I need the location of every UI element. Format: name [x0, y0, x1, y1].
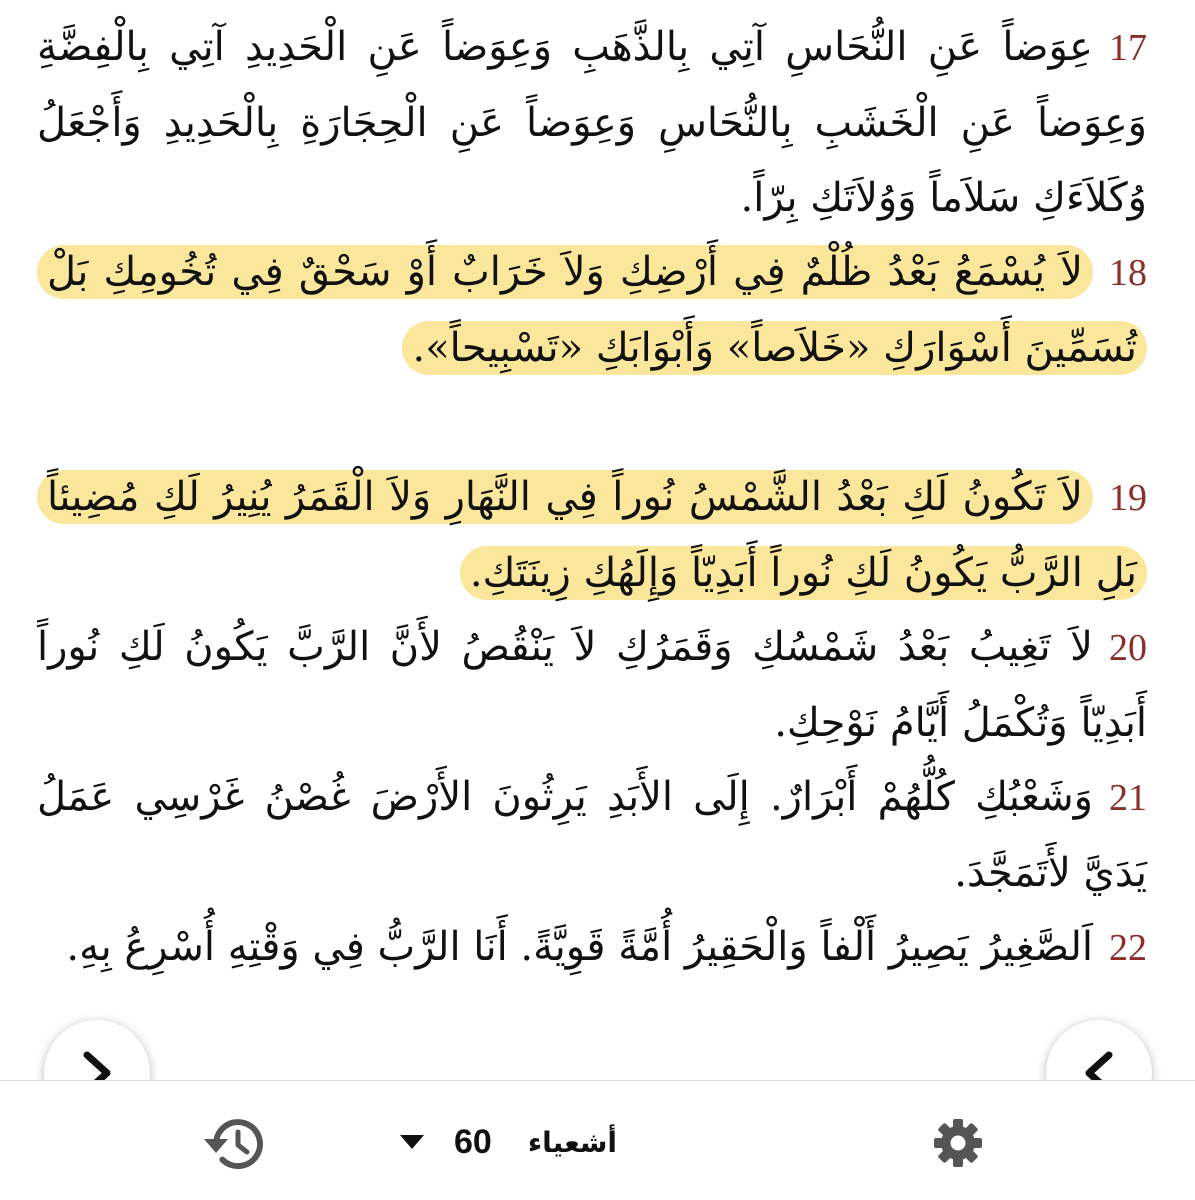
book-name: أشعياء: [527, 1125, 618, 1159]
verse-text: اَلصَّغِيرُ يَصِيرُ أَلْفاً وَالْحَقِيرُ أُمَّةً قَوِيَّةً. أَنَا الرَّبُّ فِي وَقْتِهِ أُسْرِعُ بِهِ.: [66, 924, 1093, 970]
verse-text: وَشَعْبُكِ كُلُّهُمْ أَبْرَارٌ. إِلَى الأَبَدِ يَرِثُونَ الأَرْضَ غُصْنُ غَرْسِي عَمَلُ يَدَيَّ لأَتَمَجَّدَ.: [37, 774, 1147, 896]
verse-number: 20: [1109, 627, 1147, 669]
verse-number: 17: [1109, 27, 1147, 69]
verse-19[interactable]: [37, 460, 1147, 611]
triangle-down-icon: [400, 1135, 424, 1149]
verse-number: 18: [1109, 252, 1147, 294]
history-button[interactable]: [202, 1115, 270, 1173]
verse-22[interactable]: [37, 910, 1147, 986]
verse-number: 21: [1109, 777, 1147, 819]
chapter-number: 60: [454, 1122, 492, 1161]
verse-text: لاَ تَغِيبُ بَعْدُ شَمْسُكِ وَقَمَرُكِ لاَ يَنْقُصُ لأَنَّ الرَّبَّ يَكُونُ لَكِ نُوراً أَبَدِيّاً وَتُكْمَلُ أَيَّامُ نَوْحِكِ.: [37, 624, 1147, 746]
verse-text: عِوَضاً عَنِ النُّحَاسِ آتِي بِالذَّهَبِ وَعِوَضاً عَنِ الْحَدِيدِ آتِي بِالْفِضَّةِ وَعِوَضاً عَنِ الْخَشَبِ بِالنُّحَاسِ وَعِوَضاً عَنِ الْحِجَارَةِ بِالْحَدِيدِ وَأَجْعَلُ وُكَلاَءَكِ سَلاَماً وَوُلاَتَكِ بِرّاً.: [37, 24, 1147, 221]
verse-17[interactable]: [37, 10, 1147, 236]
verse-21[interactable]: [37, 760, 1147, 911]
chapter-selector[interactable]: [400, 1117, 617, 1167]
verse-text-highlighted: لاَ يُسْمَعُ بَعْدُ ظُلْمٌ فِي أَرْضِكِ وَلاَ خَرَابٌ أَوْ سَحْقٌ فِي تُخُومِكِ بَلْ تُسَمِّينَ أَسْوَارَكِ «خَلاَصاً» وَأَبْوَابَكِ «تَسْبِيحاً».: [37, 245, 1147, 375]
verse-20[interactable]: [37, 610, 1147, 761]
history-icon: [202, 1115, 270, 1173]
verse-number: 19: [1109, 477, 1147, 519]
gear-icon: [932, 1117, 984, 1169]
settings-button[interactable]: [932, 1117, 984, 1169]
verse-18[interactable]: [37, 235, 1147, 386]
bottom-toolbar: [0, 1081, 1195, 1200]
verse-text-highlighted: لاَ تَكُونُ لَكِ بَعْدُ الشَّمْسُ نُوراً فِي النَّهَارِ وَلاَ الْقَمَرُ يُنِيرُ لَكِ مُضِيئاً بَلِ الرَّبُّ يَكُونُ لَكِ نُوراً أَبَدِيّاً وَإِلَهُكِ زِينَتَكِ.: [37, 470, 1147, 600]
verse-number: 22: [1109, 927, 1147, 969]
